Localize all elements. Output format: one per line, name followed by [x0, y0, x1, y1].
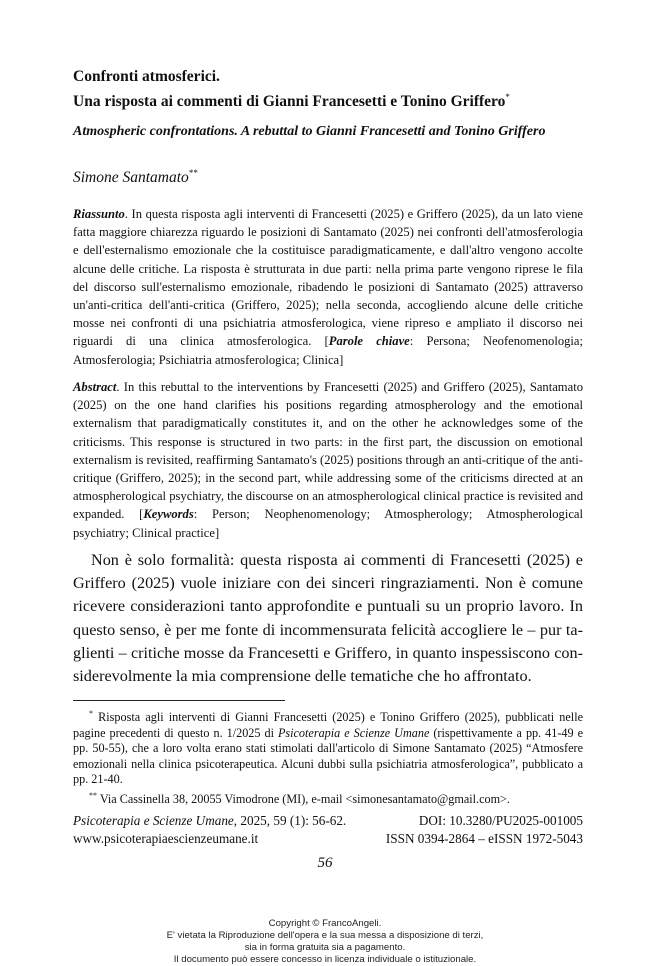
journal-web-line: [73, 830, 583, 848]
footnote-1-text-b: (rispettivamente a pp. 41-49 e pp. 50-55), che a loro volta erano stati stimolati dall'articolo di Simone Santamato (2025) “Atmosfere emozionali nella clinica psicoterapeutica. Alcuni dubbi sulla psichiatria atmosferologica”, pubblicato a pp. 21-40.: [73, 725, 584, 787]
riassunto-keywords-label: Parole chiave: [328, 334, 410, 349]
copyright-line-1: Copyright © FrancoAngeli.: [268, 918, 382, 929]
footnote-1-text-a: Risposta agli interventi di Gianni Francesetti (2025) e Tonino Griffero (2025), pubblicati nelle pagine precedenti di questo n. 1/2025 di: [73, 710, 583, 740]
footnote-2: [73, 788, 583, 808]
copyright-notice: [0, 918, 650, 966]
footnote-1: [73, 706, 583, 788]
riassunto-label: Riassunto: [73, 207, 125, 221]
footnote-2-text[interactable]: Via Cassinella 38, 20055 Vimodrone (MI), e-mail <simonesantamato@gmail.com>.: [97, 792, 510, 807]
journal-citation: [73, 812, 346, 830]
journal-doi[interactable]: DOI: 10.3280/PU2025-001005: [418, 813, 583, 828]
author-name-text: Simone Santamato: [73, 169, 189, 187]
title-line-2-text: Una risposta ai commenti di Gianni Francesetti e Tonino Griffero: [73, 93, 506, 111]
author-footnote-mark[interactable]: **: [188, 168, 198, 178]
body-paragraph: Non è solo formalità: questa risposta ai commenti di Francesetti (2025) e Griffero (2025) vuole iniziare con dei sinceri ringraziamenti. Non è comune ricevere considerazioni tanto approfondite e puntuali su un proprio lavoro. In questo senso, è per me fonte di incommensurata felicità accogliere le – pur taglienti – critiche mosse da Francesetti e Griffero, in quanto inspessiscono considerevolmente la mia comprensione delle tematiche che ho affrontato.: [73, 551, 583, 686]
title-footnote-mark[interactable]: *: [505, 92, 510, 102]
abstract-keywords: : Person; Neophenomenology; Atmospherology; Atmospherological psychiatry; Clinical practice]: [73, 507, 584, 540]
journal-citation-line: [73, 812, 583, 830]
riassunto-block: [73, 205, 583, 369]
copyright-line-4: Il documento può essere concesso in licenza individuale o istituzionale.: [173, 954, 477, 965]
abstract-label: Abstract: [73, 380, 117, 394]
abstract-text: . In this rebuttal to the interventions by Francesetti (2025) and Griffero (2025), Santamato (2025) on the one hand clarifies his positions regarding atmospherology and the emotional externalism that paradigmatically constitutes it, and on the other he acknowledges some of the criticisms. This response is structured in two parts: in the first part, the discussion on emotional externalism is revisited, reaffirming Santamato's (2025) positions through an anti-critique of the anti-critique (Griffero, 2025); in the second part, while addressing some of the criticisms directed at an atmospherological psychiatry, the discourse on an atmospherological clinical practice is revisited and expanded. [: [73, 380, 583, 522]
abstract-keywords-label: Keywords: [143, 507, 194, 522]
footnote-1-journal: Psicoterapia e Scienze Umane: [277, 725, 430, 740]
author-name: [73, 163, 198, 188]
title-line-1: Confronti atmosferici.: [73, 68, 220, 85]
english-title: Atmospheric confrontations. A rebuttal to Gianni Francesetti and Tonino Griffero: [73, 124, 546, 139]
page-number: 56: [317, 855, 333, 871]
journal-website-link[interactable]: www.psicoterapiaescienzeumane.it: [73, 831, 259, 846]
footnote-divider: [73, 700, 285, 701]
title-line-2: [73, 87, 593, 112]
journal-issn: ISSN 0394-2864 – eISSN 1972-5043: [385, 831, 583, 846]
riassunto-keywords: : Persona; Neofenomenologia; Atmosferologia; Psichiatria atmosferologica; Clinica]: [73, 334, 584, 367]
abstract-block: [73, 378, 583, 542]
footnote-1-mark: *: [89, 709, 93, 718]
copyright-line-3: sia in forma gratuita sia a pagamento.: [244, 942, 406, 953]
journal-name: Psicoterapia e Scienze Umane: [73, 813, 234, 828]
riassunto-text: . In questa risposta agli interventi di Francesetti (2025) e Griffero (2025), da un lato viene fatta maggiore chiarezza riguardo le posizioni di Santamato (2025) nei confronti dell'atmosferologia e dell'esternalismo emozionale che la costituisce paradigmaticamente, e dall'altro vengono accolte alcune delle critiche. La risposta è strutturata in due parti: nella prima parte vengono riprese le fila del discorso sull'esternalismo emozionale, ribadendo le posizioni di Santamato (2025) attraverso un'anti-critica dell'anti-critica (Griffero, 2025); nella seconda, accogliendo alcune delle critiche mosse nei confronti di una psichiatria atmosferologica, viene ripreso e ampliato il discorso nei riguardi di una clinica atmosferologica. [: [73, 207, 583, 349]
journal-volume: , 2025, 59 (1): 56-62.: [233, 813, 347, 828]
copyright-line-2: E' vietata la Riproduzione dell'opera e la sua messa a disposizione di terzi,: [166, 930, 484, 941]
footnote-2-mark: **: [89, 791, 97, 801]
footnotes: [73, 706, 583, 808]
article-title: [73, 66, 593, 112]
